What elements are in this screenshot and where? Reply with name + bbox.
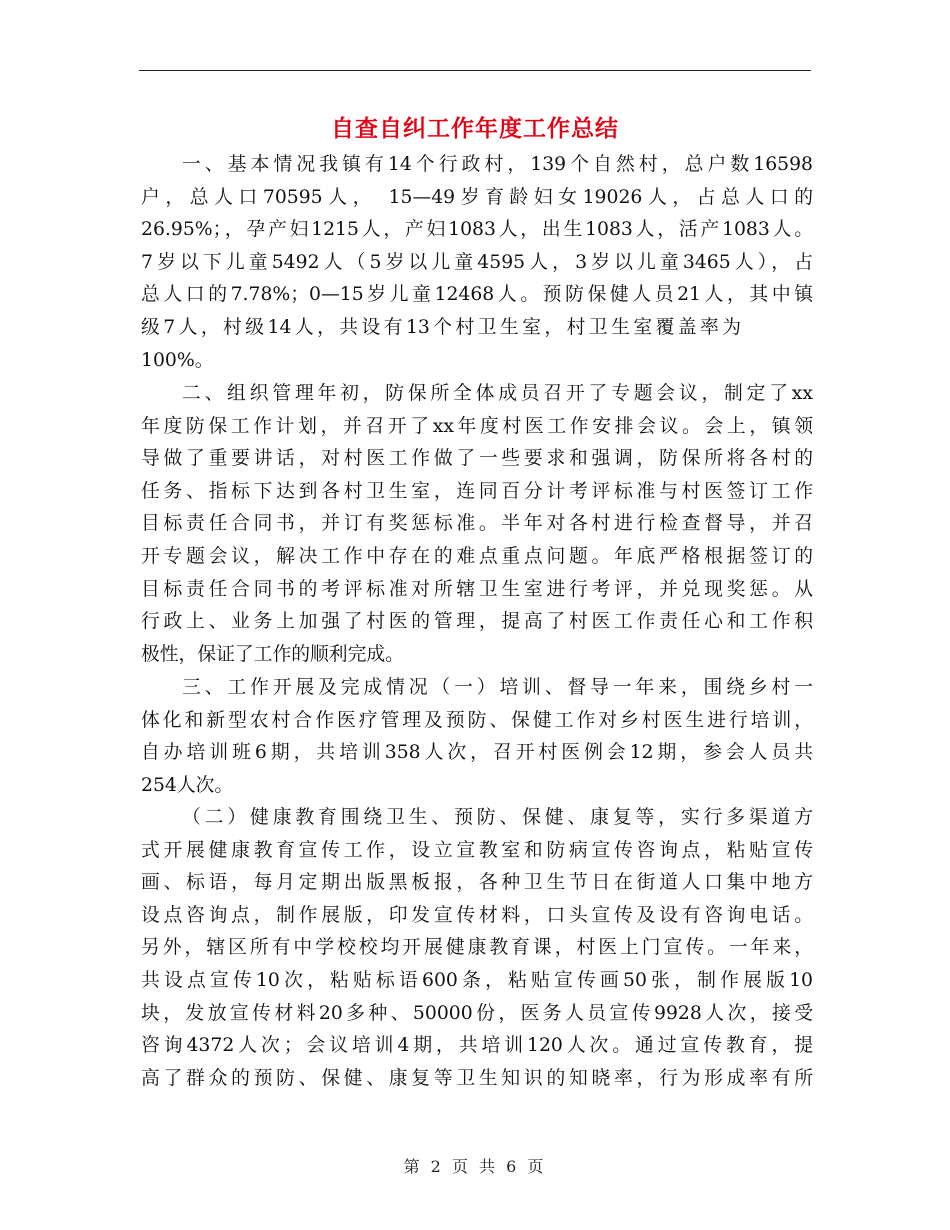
paragraph-line: 高了群众的预防、保健、康复等卫生知识的知晓率，行为形成率有所 bbox=[141, 1067, 813, 1089]
paragraph-line: 目标责任合同书，并订有奖惩标准。半年对各村进行检查督导，并召 bbox=[141, 513, 813, 535]
paragraph-line: 7岁以下儿童5492人（5岁以儿童4595人，3岁以儿童3465人），占 bbox=[141, 251, 813, 273]
page-footer: 第 2 页 共 6 页 bbox=[403, 1157, 547, 1176]
paragraph-line: 26.95%；，孕产妇1215人，产妇1083人，出生1083人，活产1083人。 bbox=[141, 219, 813, 241]
paragraph-line: 户，总人口70595人， 15—49岁育龄妇女19026人，占总人口的 bbox=[141, 186, 813, 208]
paragraph-line: 100%。 bbox=[141, 349, 214, 371]
document-title: 自查自纠工作年度工作总结 bbox=[331, 116, 619, 142]
paragraph-1 bbox=[141, 149, 813, 377]
paragraph-line: 行政上、业务上加强了村医的管理，提高了村医工作责任心和工作积 bbox=[141, 611, 813, 633]
paragraph-line: 体化和新型农村合作医疗管理及预防、保健工作对乡村医生进行培训， bbox=[141, 709, 813, 731]
paragraph-line: 一、基本情况我镇有14个行政村，139个自然村，总户数16598 bbox=[182, 154, 813, 175]
paragraph-line: 二、组织管理年初，防保所全体成员召开了专题会议，制定了xx bbox=[182, 383, 813, 404]
paragraph-line: 画、标语，每月定期出版黑板报，各种卫生节日在街道人口集中地方 bbox=[141, 872, 813, 894]
top-rule bbox=[139, 70, 811, 71]
paragraph-line: 开专题会议，解决工作中存在的难点重点问题。年底严格根据签订的 bbox=[141, 545, 813, 567]
paragraph-line: 目标责任合同书的考评标准对所辖卫生室进行考评，并兑现奖惩。从 bbox=[141, 578, 813, 600]
paragraph-line: 块，发放宣传材料20多种、50000份，医务人员宣传9928人次，接受 bbox=[141, 1002, 813, 1024]
paragraph-line: 咨询4372人次；会议培训4期，共培训120人次。通过宣传教育，提 bbox=[141, 1035, 813, 1057]
paragraph-line: 年度防保工作计划，并召开了xx年度村医工作安排会议。会上，镇领 bbox=[141, 415, 813, 437]
paragraph-line: 式开展健康教育宣传工作，设立宣教室和防病宣传咨询点，粘贴宣传 bbox=[141, 839, 813, 861]
paragraph-line: 共设点宣传10次，粘贴标语600条，粘贴宣传画50张，制作展版10 bbox=[141, 969, 813, 991]
paragraph-line: 自办培训班6期，共培训358人次，召开村医例会12期，参会人员共 bbox=[141, 742, 813, 764]
paragraph-line: 导做了重要讲话，对村医工作做了一些要求和强调，防保所将各村的 bbox=[141, 448, 813, 470]
paragraph-3 bbox=[141, 672, 813, 802]
paragraph-line: 极性，保证了工作的顺利完成。 bbox=[141, 643, 404, 665]
paragraph-line: 级7人，村级14人，共设有13个村卫生室，村卫生室覆盖率为 bbox=[141, 316, 741, 338]
paragraph-line: 总人口的7.78%；0—15岁儿童12468人。预防保健人员21人，其中镇 bbox=[141, 284, 813, 306]
paragraph-line: 任务、指标下达到各村卫生室，连同百分计考评标准与村医签订工作 bbox=[141, 480, 813, 502]
paragraph-line: 三、工作开展及完成情况（一）培训、督导一年来，围绕乡村一 bbox=[182, 677, 813, 698]
paragraph-line: （二）健康教育围绕卫生、预防、保健、康复等，实行多渠道方 bbox=[182, 807, 813, 828]
paragraph-4 bbox=[141, 802, 813, 1095]
paragraph-line: 254人次。 bbox=[141, 774, 234, 796]
paragraph-2 bbox=[141, 378, 813, 671]
paragraph-line: 设点咨询点，制作展版，印发宣传材料，口头宣传及设有咨询电话。 bbox=[141, 904, 813, 926]
paragraph-line: 另外，辖区所有中学校校均开展健康教育课，村医上门宣传。一年来， bbox=[141, 937, 813, 959]
